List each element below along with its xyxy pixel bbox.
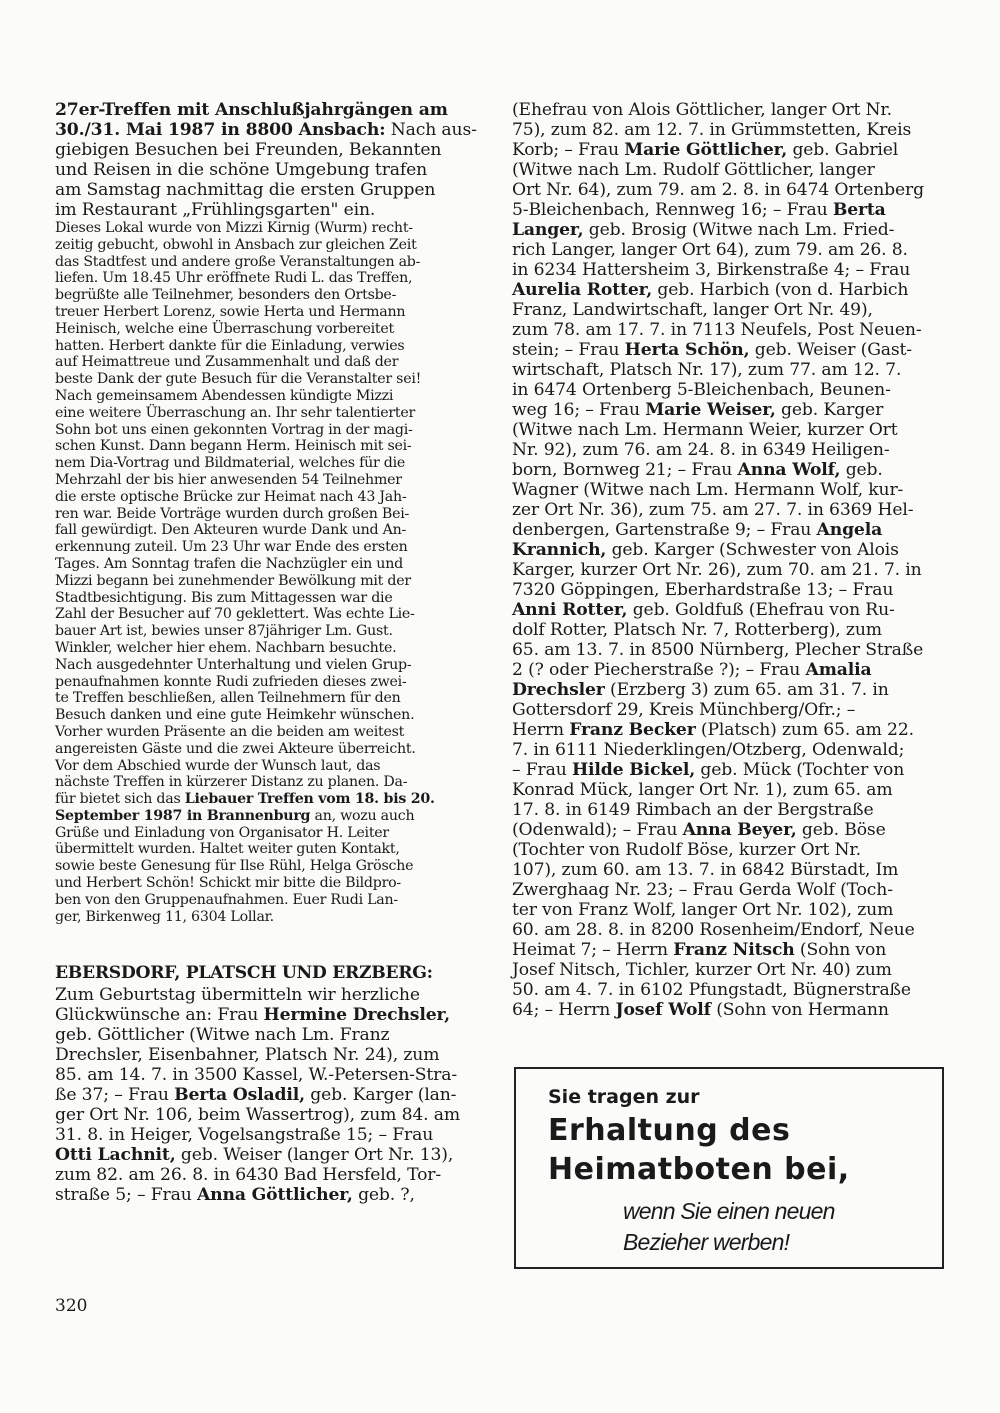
text-run: geb. (840, 460, 883, 480)
bold-name: Anna Beyer, (682, 820, 797, 840)
bold-name: Franz Nitsch (673, 940, 795, 960)
text-line: Stadtbesichtigung. Bis zum Mittagessen war die (55, 589, 393, 606)
text-line: Tages. Am Sonntag trafen die Nachzügler ein und (55, 555, 403, 572)
text-line (55, 1105, 500, 1125)
text-run: Zum Geburtstag übermitteln wir herzliche (55, 985, 420, 1006)
text-run: geb. Harbich (von d. Harbich (652, 280, 909, 300)
text-run: weg 16; – Frau (512, 400, 646, 420)
text-line (512, 860, 950, 880)
text-line (512, 560, 950, 580)
text-run: geb. Mück (Tochter von (695, 760, 905, 780)
text-run: ße 37; – Frau (55, 1085, 175, 1106)
text-run: in 6234 Hattersheim 3, Birkenstraße 4; – Frau (512, 260, 911, 280)
text-line (512, 600, 950, 620)
bold-name: Berta (832, 200, 886, 220)
text-line (512, 300, 950, 320)
text-run: Zwerghaag Nr. 23; – Frau Gerda Wolf (Toch- (512, 880, 893, 900)
text-line: schen Kunst. Dann begann Herm. Heinisch mit sei- (55, 438, 412, 455)
text-line (512, 480, 950, 500)
text-line: Besuch danken und eine gute Heimkehr wünschen. (55, 707, 415, 724)
bold-name: Angela (816, 520, 883, 540)
text-line (55, 1085, 500, 1105)
text-line (512, 720, 950, 740)
bold-name: Josef Wolf (615, 1000, 711, 1020)
text-line (55, 1125, 500, 1145)
text-run: 107), zum 60. am 13. 7. in 6842 Bürstadt, Im (512, 860, 899, 880)
bold-name: Anna Göttlicher, (196, 1185, 353, 1206)
text-line (512, 620, 950, 640)
bold-name: Hilde Bickel, (571, 760, 696, 780)
text-line: angereisten Gäste und die zwei Akteure überreicht. (55, 740, 416, 757)
text-line: ben von den Gruppenaufnahmen. Euer Rudi Lan- (55, 891, 398, 908)
text-line (512, 700, 950, 720)
text-line (55, 100, 500, 120)
text-run: (Tochter von Rudolf Böse, kurzer Ort Nr. (512, 840, 861, 860)
bold-name: Berta Osladil, (174, 1085, 305, 1106)
text-line (512, 320, 950, 340)
text-run: denbergen, Gartenstraße 9; – Frau (512, 520, 817, 540)
ad-intro: Sie tragen zur (548, 1086, 700, 1108)
text-line: penaufnahmen konnte Rudi zufrieden dieses zwei- (55, 673, 407, 690)
text-run: (Witwe nach Lm. Rudolf Göttlicher, langer (512, 160, 875, 180)
text-run: (Sohn von Hermann (710, 1000, 889, 1020)
text-line: das Stadtfest und andere große Veranstaltungen ab- (55, 253, 421, 270)
text-line: ren war. Beide Vorträge wurden durch großen Bei- (55, 505, 410, 522)
ad-headline-1: Erhaltung des (548, 1113, 791, 1148)
text-run: straße 5; – Frau (55, 1185, 197, 1206)
text-line (512, 820, 950, 840)
text-line (512, 920, 950, 940)
text-run: dolf Rotter, Platsch Nr. 7, Rotterberg), zum (512, 620, 882, 640)
text-run: geb. Karger (lan- (304, 1085, 457, 1106)
text-run: in 6474 Ortenberg 5-Bleichenbach, Beunen- (512, 380, 891, 400)
text-line (512, 460, 950, 480)
text-line (512, 660, 950, 680)
text-line: nächste Treffen in kürzerer Distanz zu planen. Da- (55, 774, 408, 791)
text-line (512, 800, 950, 820)
left-column (55, 100, 500, 1205)
text-line: zeitig gebucht, obwohl in Ansbach zur gleichen Zeit (55, 236, 417, 253)
text-line (55, 140, 500, 160)
birthday-list-right (512, 100, 950, 1020)
text-line: Mehrzahl der bis hier anwesenden 54 Teilnehmer (55, 471, 402, 488)
text-line (512, 200, 950, 220)
text-line (512, 1000, 950, 1020)
text-line: Nach ausgedehnter Unterhaltung und vielen Grup- (55, 656, 412, 673)
bold-name: 27er-Treffen mit Anschlußjahrgängen am (55, 100, 448, 120)
text-line (512, 420, 950, 440)
text-line (55, 1065, 500, 1085)
text-line (55, 1005, 500, 1025)
text-line: Heinisch, welche eine Überraschung vorbereitet (55, 320, 394, 337)
text-line: Mizzi begann bei zunehmender Bewölkung mit der (55, 572, 411, 589)
text-line (512, 540, 950, 560)
text-run: 31. 8. in Heiger, Vogelsangstraße 15; – Frau (55, 1125, 434, 1146)
text-line (55, 1145, 500, 1165)
text-run: 65. am 13. 7. in 8500 Nürnberg, Plecher Straße (512, 640, 924, 660)
text-run: 17. 8. in 6149 Rimbach an der Bergstraße (512, 800, 874, 820)
text-run: geb. Böse (796, 820, 886, 840)
text-run: ter von Franz Wolf, langer Ort Nr. 102), zum (512, 900, 894, 920)
text-line (512, 360, 950, 380)
advertisement-box (514, 1067, 944, 1269)
text-line (55, 1165, 500, 1185)
bold-name: Liebauer Treffen vom 18. bis 20. (184, 791, 435, 808)
text-line (512, 280, 950, 300)
text-run: (Erzberg 3) zum 65. am 31. 7. in (604, 680, 889, 700)
text-line (512, 940, 950, 960)
bold-name: Franz Becker (569, 720, 696, 740)
text-line (512, 880, 950, 900)
ad-tagline-1: wenn Sie einen neuen (623, 1198, 835, 1224)
text-run: geb. ?, (352, 1185, 415, 1206)
text-line (512, 520, 950, 540)
bold-name: Otti Lachnit, (55, 1145, 176, 1166)
text-run: im Restaurant „Frühlingsgarten" ein. (55, 200, 376, 220)
text-run: 5-Bleichenbach, Rennweg 16; – Frau (512, 200, 833, 220)
text-line: bauer Art ist, bewies unser 87jähriger Lm. Gust. (55, 623, 393, 640)
text-run: Ort Nr. 64), zum 79. am 2. 8. in 6474 Ortenberg (512, 180, 924, 200)
right-column (512, 100, 950, 1020)
text-run: giebigen Besuchen bei Freunden, Bekannten (55, 140, 442, 160)
text-run: (Ehefrau von Alois Göttlicher, langer Ort Nr. (512, 100, 892, 120)
text-line (55, 1025, 500, 1045)
text-line (512, 140, 950, 160)
text-line: liefen. Um 18.45 Uhr eröffnete Rudi L. das Treffen, (55, 270, 413, 287)
text-run: 7320 Göppingen, Eberhardstraße 13; – Frau (512, 580, 894, 600)
text-run: Konrad Mück, langer Ort Nr. 1), zum 65. am (512, 780, 893, 800)
text-line: auf Heimattreue und Zusammenhalt und daß der (55, 354, 399, 371)
text-line: treuer Herbert Lorenz, sowie Herta und Hermann (55, 303, 406, 320)
text-line (55, 160, 500, 180)
text-line (512, 340, 950, 360)
article-lead (55, 100, 500, 220)
text-line: sowie beste Genesung für Ilse Rühl, Helga Grösche (55, 858, 414, 875)
text-line (512, 780, 950, 800)
text-run: zum 78. am 17. 7. in 7113 Neufels, Post Neuen- (512, 320, 922, 340)
text-run: Nach aus- (385, 120, 477, 140)
section-heading: EBERSDORF, PLATSCH UND ERZBERG: (55, 963, 433, 984)
text-line: übermittelt wurden. Haltet weiter guten Kontakt, (55, 841, 400, 858)
text-run: 7. in 6111 Niederklingen/Otzberg, Odenwald; (512, 740, 905, 760)
ad-headline-2: Heimatboten bei, (548, 1152, 850, 1187)
text-line (512, 440, 950, 460)
bold-name: Langer, (512, 220, 584, 240)
text-line: Zahl der Besucher auf 70 geklettert. Was echte Lie- (55, 606, 415, 623)
text-line: Grüße und Einladung von Organisator H. Leiter (55, 824, 389, 841)
text-run: – Frau (512, 760, 572, 780)
text-line (55, 120, 500, 140)
text-run: ger Ort Nr. 106, beim Wassertrog), zum 84. am (55, 1105, 461, 1126)
text-run: (Platsch) zum 65. am 22. (695, 720, 914, 740)
text-line (512, 500, 950, 520)
text-run: am Samstag nachmittag die ersten Gruppen (55, 180, 436, 200)
text-line: Vorher wurden Präsente an die beiden am weitest (55, 723, 405, 740)
text-run: Herrn (512, 720, 570, 740)
text-line (512, 840, 950, 860)
text-line: Sohn bot uns einen gekonnten Vortrag in der magi- (55, 421, 413, 438)
text-run: Franz, Landwirtschaft, langer Ort Nr. 49), (512, 300, 873, 320)
text-line (512, 900, 950, 920)
ad-tagline-2: Bezieher werben! (623, 1229, 790, 1255)
text-line (55, 200, 500, 220)
bold-name: Marie Göttlicher, (624, 140, 788, 160)
text-line (512, 760, 950, 780)
text-run: für bietet sich das (55, 791, 185, 808)
text-run: geb. Karger (775, 400, 884, 420)
text-line (55, 1185, 500, 1205)
text-run: Nr. 92), zum 76. am 24. 8. in 6349 Heiligen- (512, 440, 890, 460)
text-run: geb. Weiser (langer Ort Nr. 13), (175, 1145, 454, 1166)
text-line: nem Dia-Vortrag und Bildmaterial, welches für die (55, 455, 406, 472)
text-run: Wagner (Witwe nach Lm. Hermann Wolf, kur- (512, 480, 904, 500)
text-line (512, 220, 950, 240)
text-line (512, 260, 950, 280)
text-run: Karger, kurzer Ort Nr. 26), zum 70. am 21. 7. in (512, 560, 922, 580)
text-line (512, 100, 950, 120)
bold-name: Drechsler (512, 680, 605, 700)
text-line (55, 791, 500, 808)
text-line (512, 640, 950, 660)
text-line: Dieses Lokal wurde von Mizzi Kirnig (Wurm) recht- (55, 220, 413, 236)
text-line (55, 1045, 500, 1065)
text-run: 50. am 4. 7. in 6102 Pfungstadt, Bügnerstraße (512, 980, 911, 1000)
bold-name: Aurelia Rotter, (512, 280, 653, 300)
text-run: 64; – Herrn (512, 1000, 616, 1020)
text-line: und Herbert Schön! Schickt mir bitte die Bildpro- (55, 875, 401, 892)
text-line: te Treffen beschließen, allen Teilnehmern für den (55, 690, 401, 707)
text-line: Nach gemeinsamem Abendessen kündigte Mizzi (55, 387, 394, 404)
text-run: (Witwe nach Lm. Hermann Weier, kurzer Ort (512, 420, 898, 440)
text-line: hatten. Herbert dankte für die Einladung, verwies (55, 337, 405, 354)
text-run: und Reisen in die schöne Umgebung trafen (55, 160, 428, 180)
text-run: geb. Karger (Schwester von Alois (606, 540, 899, 560)
text-run: Glückwünsche an: Frau (55, 1005, 264, 1026)
text-line: beste Dank der gute Besuch für die Veranstalter sei! (55, 371, 422, 388)
text-line (512, 240, 950, 260)
text-run: zer Ort Nr. 36), zum 75. am 27. 7. in 6369 Hel- (512, 500, 914, 520)
text-line (55, 180, 500, 200)
article-body (55, 220, 500, 925)
text-line (512, 160, 950, 180)
text-line: fall gewürdigt. Den Akteuren wurde Dank und An- (55, 522, 407, 539)
text-line: erkennung zuteil. Um 23 Uhr war Ende des ersten (55, 539, 408, 556)
text-run: 60. am 28. 8. in 8200 Rosenheim/Endorf, Neue (512, 920, 915, 940)
text-run: rich Langer, langer Ort 64), zum 79. am 26. 8. (512, 240, 908, 260)
text-line (512, 120, 950, 140)
text-line (512, 680, 950, 700)
bold-name: Marie Weiser, (645, 400, 776, 420)
text-run: 85. am 14. 7. in 3500 Kassel, W.-Petersen-Stra- (55, 1065, 457, 1086)
text-line: begrüßte alle Teilnehmer, besonders den Ortsbe- (55, 287, 397, 304)
text-run: geb. Gabriel (787, 140, 899, 160)
text-line (512, 580, 950, 600)
text-line: die erste optische Brücke zur Heimat nach 43 Jah- (55, 488, 407, 505)
text-line (512, 180, 950, 200)
text-run: 2 (? oder Piecherstraße ?); – Frau (512, 660, 806, 680)
birthday-list-left (55, 985, 500, 1205)
text-run: stein; – Frau (512, 340, 625, 360)
bold-name: Hermine Drechsler, (263, 1005, 450, 1026)
text-line: Winkler, welcher hier ehem. Nachbarn besuchte. (55, 639, 397, 656)
bold-name: Herta Schön, (624, 340, 750, 360)
text-line (512, 400, 950, 420)
text-line: eine weitere Überraschung an. Ihr sehr talentierter (55, 404, 416, 421)
text-run: Drechsler, Eisenbahner, Platsch Nr. 24), zum (55, 1045, 440, 1066)
text-run: an, wozu auch (310, 807, 415, 824)
text-line (512, 740, 950, 760)
text-line: ger, Birkenweg 11, 6304 Lollar. (55, 908, 274, 925)
bold-name: Anna Wolf, (737, 460, 841, 480)
text-line (512, 960, 950, 980)
bold-name: Anni Rotter, (512, 600, 628, 620)
text-run: geb. Weiser (Gast- (749, 340, 912, 360)
text-line (512, 380, 950, 400)
text-run: 75), zum 82. am 12. 7. in Grümmstetten, Kreis (512, 120, 912, 140)
text-run: Korb; – Frau (512, 140, 625, 160)
text-run: Heimat 7; – Herrn (512, 940, 674, 960)
text-line (55, 985, 500, 1005)
text-run: (Odenwald); – Frau (512, 820, 683, 840)
text-run: Gottersdorf 29, Kreis Münchberg/Ofr.; – (512, 700, 856, 720)
text-run: geb. Göttlicher (Witwe nach Lm. Franz (55, 1025, 390, 1046)
bold-name: Krannich, (512, 540, 607, 560)
text-run: zum 82. am 26. 8. in 6430 Bad Hersfeld, Tor- (55, 1165, 441, 1186)
bold-name: September 1987 in Brannenburg (55, 807, 311, 824)
text-run: born, Bornweg 21; – Frau (512, 460, 738, 480)
text-line (55, 808, 500, 825)
text-line (512, 980, 950, 1000)
text-line: Vor dem Abschied wurde der Wunsch laut, das (55, 757, 381, 774)
bold-name: 30./31. Mai 1987 in 8800 Ansbach: (55, 120, 386, 140)
text-run: wirtschaft, Platsch Nr. 17), zum 77. am 12. 7. (512, 360, 902, 380)
text-run: geb. Goldfuß (Ehefrau von Ru- (627, 600, 895, 620)
text-run: Josef Nitsch, Tichler, kurzer Ort Nr. 40) zum (512, 960, 892, 980)
text-run: geb. Brosig (Witwe nach Lm. Fried- (583, 220, 895, 240)
page-number: 320 (55, 1296, 88, 1316)
bold-name: Amalia (805, 660, 872, 680)
text-run: (Sohn von (794, 940, 887, 960)
